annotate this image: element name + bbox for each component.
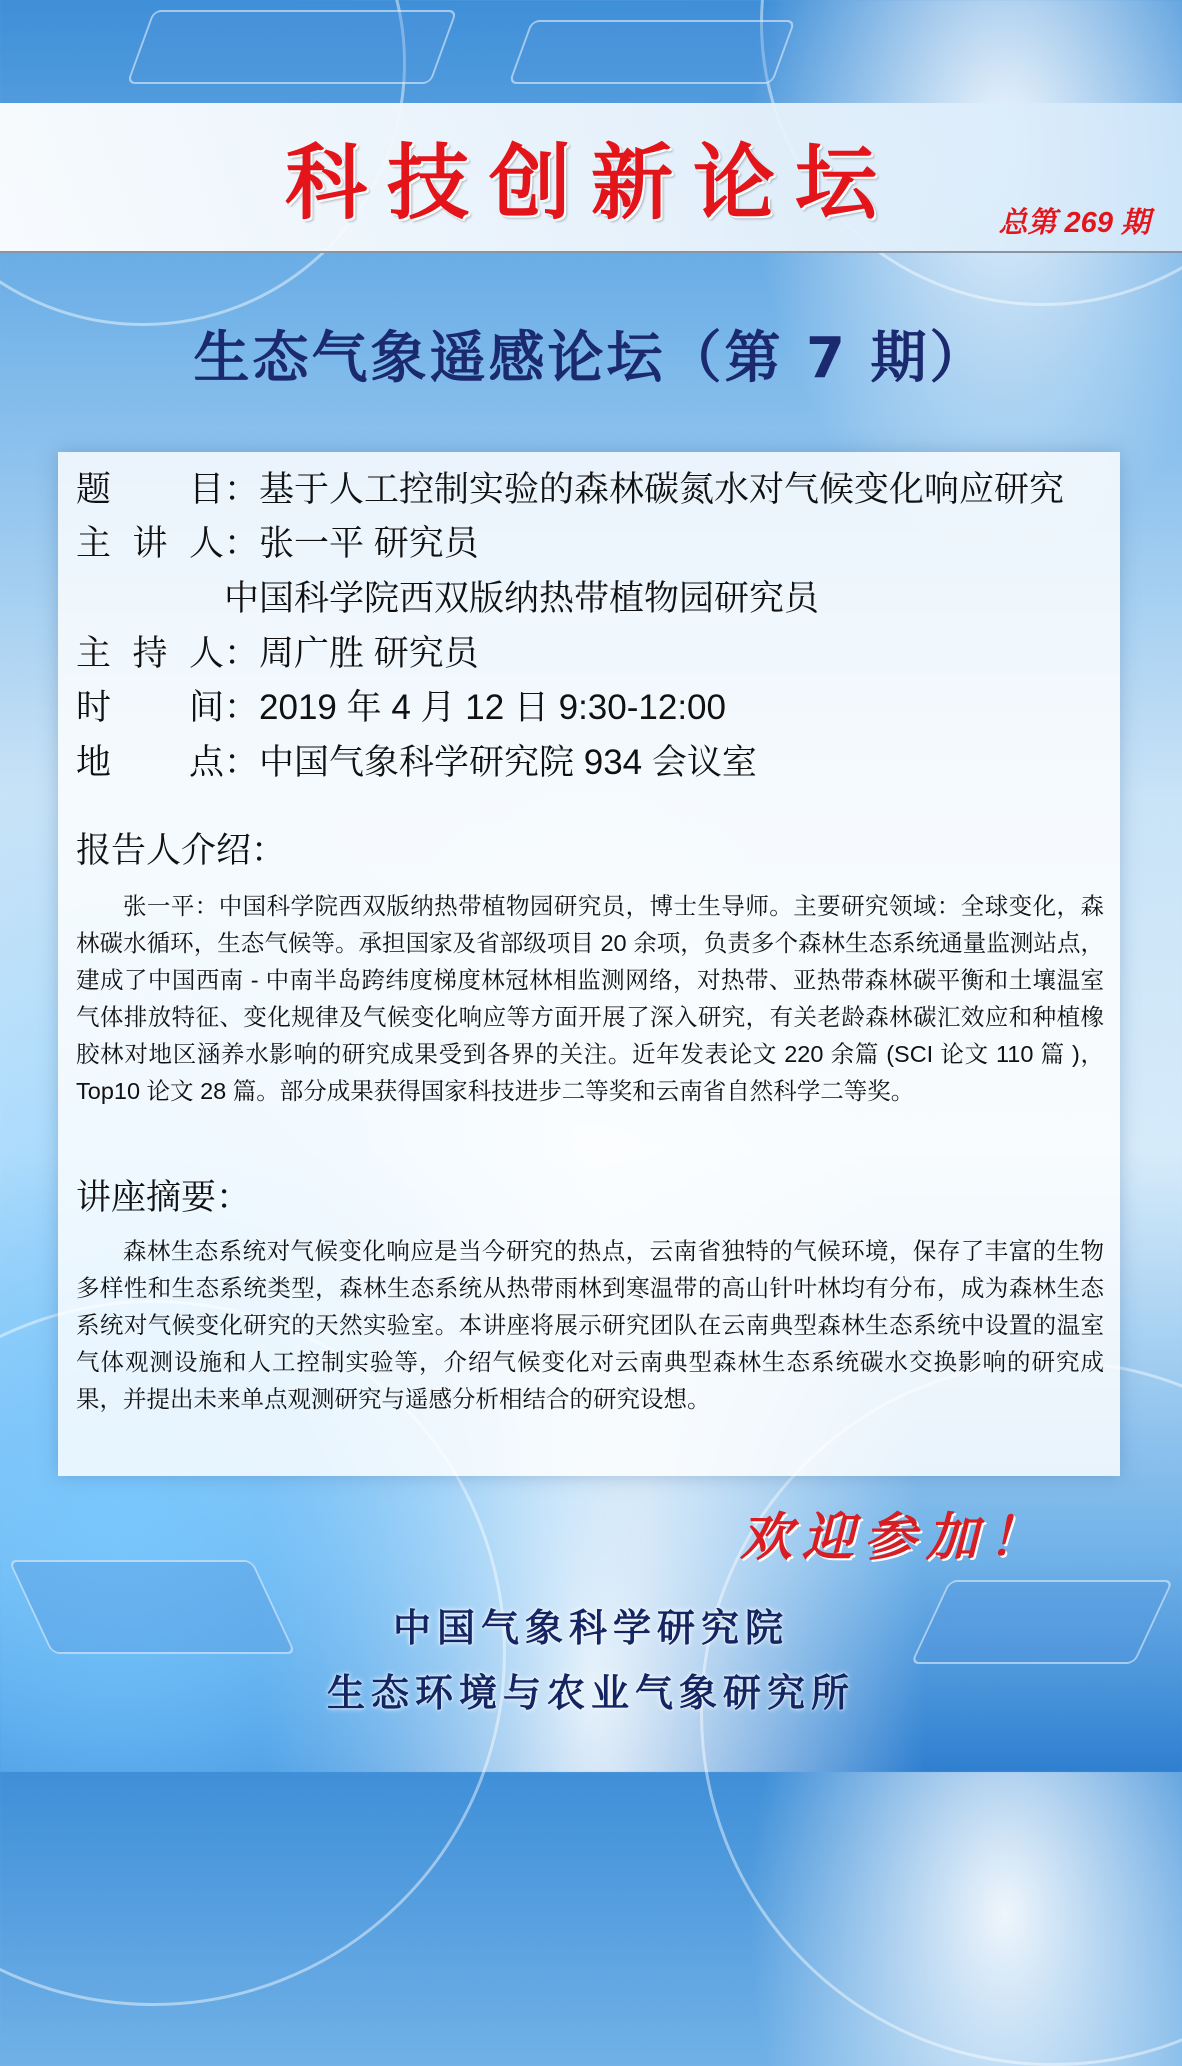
place-label: 地点 bbox=[76, 743, 224, 782]
place-value: 中国气象科学研究院 934 会议室 bbox=[259, 743, 757, 782]
colon: ： bbox=[224, 688, 260, 727]
page-title: 科技创新论坛 bbox=[284, 135, 897, 231]
colon: ： bbox=[224, 524, 260, 563]
abstract-text: 森林生态系统对气候变化响应是当今研究的热点，云南省独特的气候环境，保存了丰富的生物多样性和生态系统类型，森林生态系统从热带雨林到寒温带的高山针叶林均有分布，成为森林生态系统对气候变化研究的天然实验室。本讲座将展示研究团队在云南典型森林生态系统中设置的温室气体观测设施和人工控制实验等，介绍气候变化对云南典型森林生态系统碳水交换影响的研究成果，并提出未来单点观测研究与遥感分析相结合的研究设想。 bbox=[76, 1238, 1104, 1412]
topic-value: 基于人工控制实验的森林碳氮水对气候变化响应研究 bbox=[259, 470, 1065, 509]
organizer-institute: 中国气象科学研究院 bbox=[392, 1606, 789, 1650]
time-value: 2019 年 4 月 12 日 9:30-12:00 bbox=[259, 688, 726, 727]
speaker-label: 主讲人 bbox=[76, 524, 224, 563]
forum-title: 生态气象遥感论坛（第 7 期） bbox=[193, 326, 989, 391]
colon: ： bbox=[224, 743, 260, 782]
speaker-affiliation: 中国科学院西双版纳热带植物园研究员 bbox=[224, 579, 820, 618]
colon: ： bbox=[224, 634, 260, 673]
speaker-affiliation-row bbox=[224, 571, 819, 621]
decorative-panel bbox=[508, 20, 795, 84]
place-row bbox=[76, 735, 757, 785]
abstract-heading: 讲座摘要： bbox=[76, 1178, 252, 1217]
welcome-text: 欢迎参加！ bbox=[739, 1507, 1050, 1568]
decorative-panel bbox=[127, 10, 458, 84]
topic-label: 题目 bbox=[76, 470, 224, 509]
bio-text: 张一平：中国科学院西双版纳热带植物园研究员，博士生导师。主要研究领域：全球变化，森林碳水循环，生态气候等。承担国家及省部级项目 20 余项，负责多个森林生态系统通量监测站点，建成了中国西南 - 中南半岛跨纬度梯度林冠林相监测网络，对热带、亚热带森林碳平衡和土壤温室气体排放特征、变化规律及气候变化响应等方面开展了深入研究，有关老龄森林碳汇效应和种植橡胶林对地区涵养水影响的研究成果受到各界的关注。近年发表论文 220 余篇 (SCI 论文 110 篇 )，Top10 论文 28 篇。部分成果获得国家科技进步二等奖和云南省自然科学二等奖。 bbox=[76, 893, 1104, 1104]
organizer-department: 生态环境与农业气象研究所 bbox=[326, 1671, 855, 1715]
host-row bbox=[76, 626, 479, 676]
bio-heading: 报告人介绍： bbox=[76, 831, 287, 870]
speaker-row bbox=[76, 516, 479, 566]
speaker-value: 张一平 研究员 bbox=[259, 524, 479, 563]
time-row bbox=[76, 680, 726, 730]
issue-number: 总第 269 期 bbox=[998, 207, 1150, 239]
host-value: 周广胜 研究员 bbox=[259, 634, 479, 673]
time-label: 时间 bbox=[76, 688, 224, 727]
topic-row bbox=[76, 462, 1064, 512]
colon: ： bbox=[224, 470, 260, 509]
host-label: 主持人 bbox=[76, 634, 224, 673]
